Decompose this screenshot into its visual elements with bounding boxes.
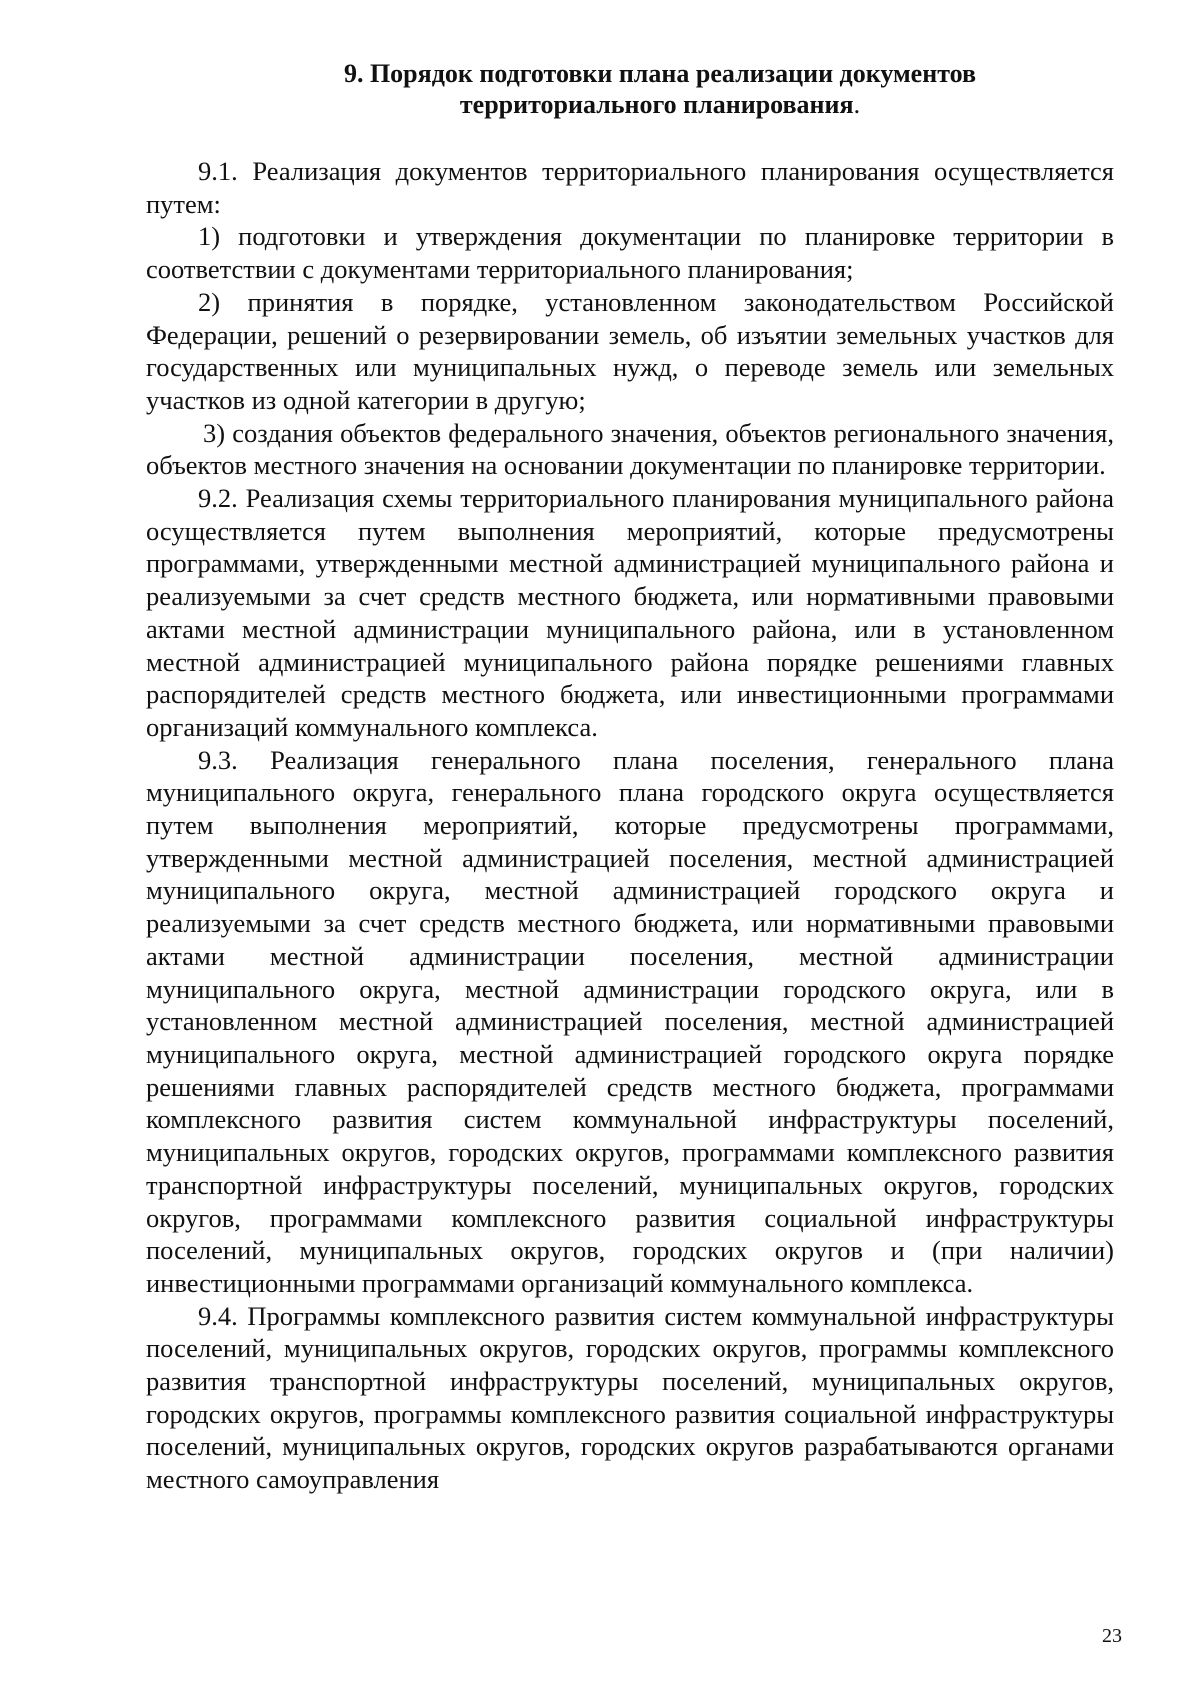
section-heading-line-1: 9. Порядок подготовки плана реализации документов — [343, 59, 977, 88]
section-heading-line-2-period: . — [853, 90, 861, 119]
paragraph-9-2: 9.2. Реализация схемы территориального планирования муниципального района осуществляется путем выполнения мероприятий, которые предусмотрены программами, утвержденными местной администрацией муниципального района и реализуемыми за счет средств местного бюджета, или нормативными правовыми актами местной администрации муниципального района, или в установленном местной администрацией муниципального района порядке решениями главных распорядителей средств местного бюджета, или инвестиционными программами организаций коммунального комплекса. — [146, 483, 1114, 742]
document-body — [146, 155, 1114, 1496]
section-heading-line-2-text: территориального планирования — [459, 90, 854, 119]
paragraph-9-1-item-2: 2) принятия в порядке, установленном законодательством Российской Федерации, решений о резервировании земель, об изъятии земельных участков для государственных или муниципальных нужд, о переводе земель или земельных участков из одной категории в другую; — [146, 286, 1114, 415]
paragraph-9-1-item-3: 3) создания объектов федерального значения, объектов регионального значения, объектов местного значения на основании документации по планировке территории. — [146, 417, 1114, 481]
page-number: 23 — [1102, 1625, 1122, 1647]
paragraph-9-1: 9.1. Реализация документов территориального планирования осуществляется путем: — [146, 156, 1114, 219]
section-heading-line-2 — [240, 89, 1080, 120]
paragraph-9-3: 9.3. Реализация генерального плана поселения, генерального плана муниципального округа, генерального плана городского округа осуществляется путем выполнения мероприятий, которые предусмотрены программами, утвержденными местной администрацией поселения, местной администрацией муниципального округа, местной администрацией городского округа и реализуемыми за счет средств местного бюджета, или нормативными правовыми актами местной администрации поселения, местной администрации муниципального округа, местной администрации городского округа, или в установленном местной администрацией поселения, местной администрацией муниципального округа, местной администрацией городского округа порядке решениями главных распорядителей средств местного бюджета, программами комплексного развития систем коммунальной инфраструктуры поселений, муниципальных округов, городских округов, программами комплексного развития транспортной инфраструктуры поселений, муниципальных округов, городских округов, программами комплексного развития социальной инфраструктуры поселений, муниципальных округов, городских округов и (при наличии) инвестиционными программами организаций коммунального комплекса. — [146, 744, 1114, 1298]
paragraph-9-4: 9.4. Программы комплексного развития систем коммунальной инфраструктуры поселений, муниципальных округов, городских округов, программы комплексного развития транспортной инфраструктуры поселений, муниципальных округов, городских округов, программы комплексного развития социальной инфраструктуры поселений, муниципальных округов, городских округов разрабатываются органами местного самоуправления — [146, 1300, 1114, 1495]
section-heading — [240, 58, 1080, 120]
paragraph-9-1-item-1: 1) подготовки и утверждения документации по планировке территории в соответствии с документами территориального планирования; — [146, 221, 1114, 285]
